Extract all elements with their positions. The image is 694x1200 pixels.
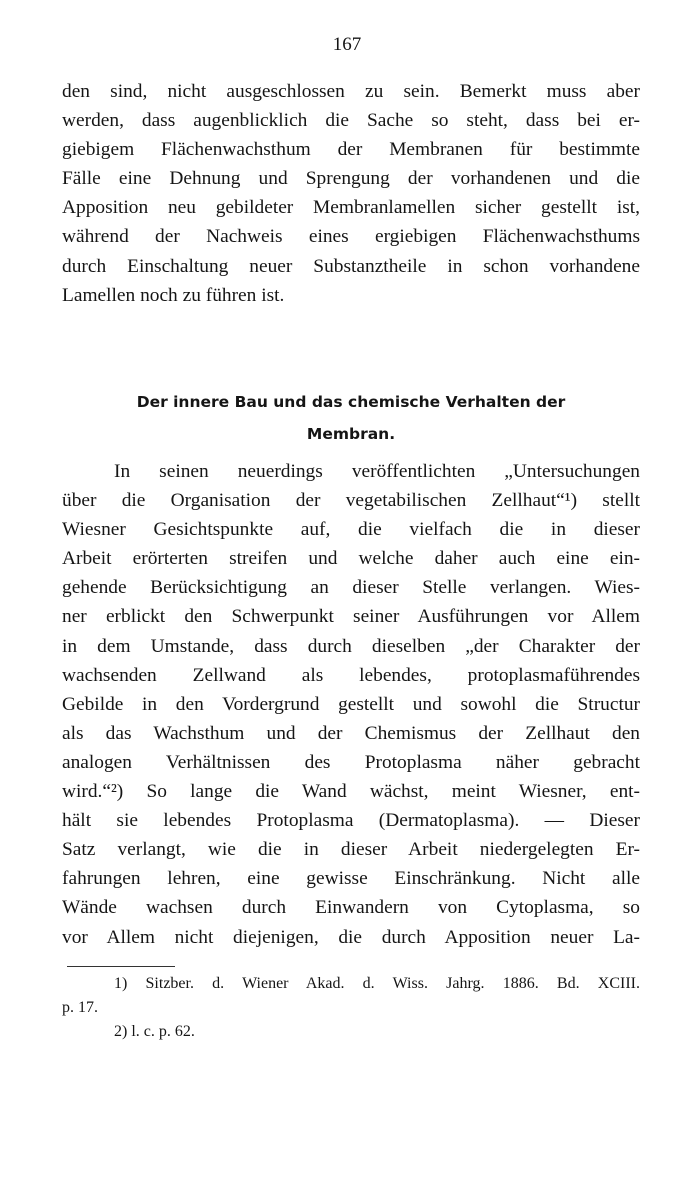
text-line: Wände wachsen durch Einwandern von Cytoplasma, so <box>62 897 640 919</box>
text-line: Fälle eine Dehnung und Sprengung der vorhandenen und die <box>62 168 640 190</box>
section-heading-line-1: Der innere Bau und das chemische Verhalten der <box>136 393 566 411</box>
paragraph-main <box>62 457 640 952</box>
text-line: Lamellen noch zu führen ist. <box>62 284 285 306</box>
text-line: während der Nachweis eines ergiebigen Flächenwachsthums <box>62 226 640 248</box>
text-line: Arbeit erörterten streifen und welche daher auch eine ein- <box>62 548 640 570</box>
footnote-1-continuation: p. 17. <box>62 999 98 1016</box>
text-line: fahrungen lehren, eine gewisse Einschränkung. Nicht alle <box>62 868 640 890</box>
footnote-separator <box>67 966 175 967</box>
footnote-1: 1) Sitzber. d. Wiener Akad. d. Wiss. Jahrg. 1886. Bd. XCIII. <box>114 975 640 992</box>
text-line: hält sie lebendes Protoplasma (Dermatoplasma). — Dieser <box>62 810 640 832</box>
text-line: gehende Berücksichtigung an dieser Stelle verlangen. Wies- <box>62 577 640 599</box>
text-line: giebigem Flächenwachsthum der Membranen für bestimmte <box>62 139 640 161</box>
text-line: wird.“²) So lange die Wand wächst, meint Wiesner, ent- <box>62 781 640 803</box>
text-line: vor Allem nicht diejenigen, die durch Apposition neuer La- <box>62 926 640 948</box>
text-line: werden, dass augenblicklich die Sache so steht, dass bei er- <box>62 110 640 132</box>
text-line: wachsenden Zellwand als lebendes, protoplasmaführendes <box>62 664 640 686</box>
text-line: Wiesner Gesichtspunkte auf, die vielfach die in dieser <box>62 519 640 541</box>
text-line: Apposition neu gebildeter Membranlamellen sicher gestellt ist, <box>62 197 640 219</box>
text-line: ner erblickt den Schwerpunkt seiner Ausführungen vor Allem <box>62 606 640 628</box>
section-heading-line-2: Membran. <box>306 425 396 443</box>
footnote-2: 2) l. c. p. 62. <box>114 1023 195 1040</box>
text-line: Gebilde in den Vordergrund gestellt und sowohl die Structur <box>62 693 640 715</box>
text-line: durch Einschaltung neuer Substanztheile in schon vorhandene <box>62 255 640 277</box>
text-line: analogen Verhältnissen des Protoplasma näher gebracht <box>62 751 640 773</box>
text-line: als das Wachsthum und der Chemismus der Zellhaut den <box>62 722 640 744</box>
text-line: Satz verlangt, wie die in dieser Arbeit niedergelegten Er- <box>62 839 640 861</box>
text-line: über die Organisation der vegetabilischen Zellhaut“¹) stellt <box>62 490 640 512</box>
text-line: den sind, nicht ausgeschlossen zu sein. Bemerkt muss aber <box>62 81 640 102</box>
text-line: in dem Umstande, dass durch dieselben „der Charakter der <box>62 635 640 657</box>
paragraph-continuation <box>62 77 640 310</box>
text-line: In seinen neuerdings veröffentlichten „Untersuchungen <box>114 461 640 482</box>
footnotes <box>62 972 640 1044</box>
page-number: 167 <box>332 34 362 55</box>
section-heading <box>62 386 640 450</box>
